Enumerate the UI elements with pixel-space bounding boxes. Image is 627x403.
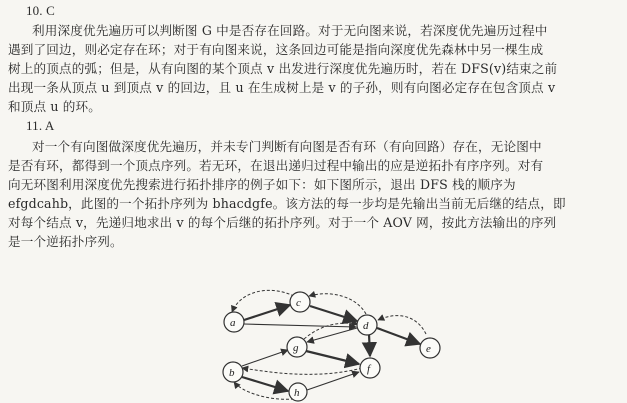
section-11-line-3: 向无环图利用深度优先搜索进行拓扑排序的例子如下：如下图所示，退出 DFS 栈的顺序为 — [8, 177, 516, 192]
node-d — [357, 315, 377, 335]
svg-text:a: a — [230, 317, 236, 329]
section-11-line-6: 是一个逆拓扑序列。 — [8, 234, 123, 249]
section-10-heading: 10. C — [26, 3, 55, 18]
edge-b-g — [242, 350, 288, 366]
section-11-line-2: 是否有环，都得到一个顶点序列。若无环，在退出递归过程中输出的应是逆拓扑有序序列。对有 — [8, 158, 544, 173]
graph-edges — [242, 305, 420, 391]
node-c — [290, 292, 310, 312]
section-11-line-4: efgdcahb，此图的一个拓扑序列为 bhacdgfe。该方法的每一步均是先输出当前无后继的结点，即 — [8, 196, 566, 211]
node-h — [289, 383, 307, 401]
svg-text:c: c — [296, 297, 301, 309]
svg-text:e: e — [426, 343, 431, 355]
node-g — [287, 337, 307, 357]
edge-b-h — [242, 377, 288, 391]
section-10-line-5: 和顶点 u 的环。 — [8, 99, 102, 114]
node-b — [223, 362, 243, 382]
edge-c-d — [310, 306, 357, 321]
svg-text:h: h — [294, 387, 300, 399]
dfs-graph-svg — [206, 284, 446, 402]
dfs-graph-figure — [206, 284, 446, 402]
svg-text:d: d — [363, 320, 369, 332]
edge-g-f — [306, 351, 359, 364]
edge-d-f — [369, 334, 370, 356]
node-e — [420, 338, 440, 358]
edge-a-c — [244, 305, 290, 320]
edge-a-d — [244, 324, 356, 327]
node-a — [224, 312, 244, 332]
section-11-line-5: 对每个结点 v，先递归地求出 v 的每个后继的拓扑序列。对于一个 AOV 网，按此方法输出的序列 — [8, 215, 557, 230]
section-10-line-4: 出现一条从顶点 u 到顶点 v 的回边，且 u 在生成树上是 v 的子孙，则有向图必定存在包含顶点 v — [8, 80, 556, 95]
section-11-heading: 11. A — [26, 118, 55, 133]
svg-text:g: g — [293, 342, 299, 354]
return-edge-c-a — [232, 290, 294, 312]
section-10-line-1: 利用深度优先遍历可以判断图 G 中是否存在回路。对于无向图来说，若深度优先遍历过程中 — [32, 23, 548, 38]
section-10-line-3: 树上的顶点的弧；但是，从有向图的某个顶点 v 出发进行深度优先遍历时，若在 DFS(v)结束之前 — [8, 61, 558, 76]
return-edge-d-c — [309, 294, 366, 314]
section-10-line-2: 遇到了回边，则必定存在环；对于有向图来说，这条回边可能是指向深度优先森林中另一棵生成 — [8, 42, 544, 57]
svg-text:f: f — [367, 363, 371, 375]
node-f — [360, 358, 380, 378]
edge-d-g — [307, 328, 357, 342]
edge-d-e — [377, 328, 420, 344]
return-edge-f-b — [242, 368, 362, 374]
svg-text:b: b — [229, 367, 235, 379]
section-11-line-1: 对一个有向图做深度优先遍历，并未专门判断有向图是否有环（有向回路）存在，无论图中 — [32, 139, 542, 154]
